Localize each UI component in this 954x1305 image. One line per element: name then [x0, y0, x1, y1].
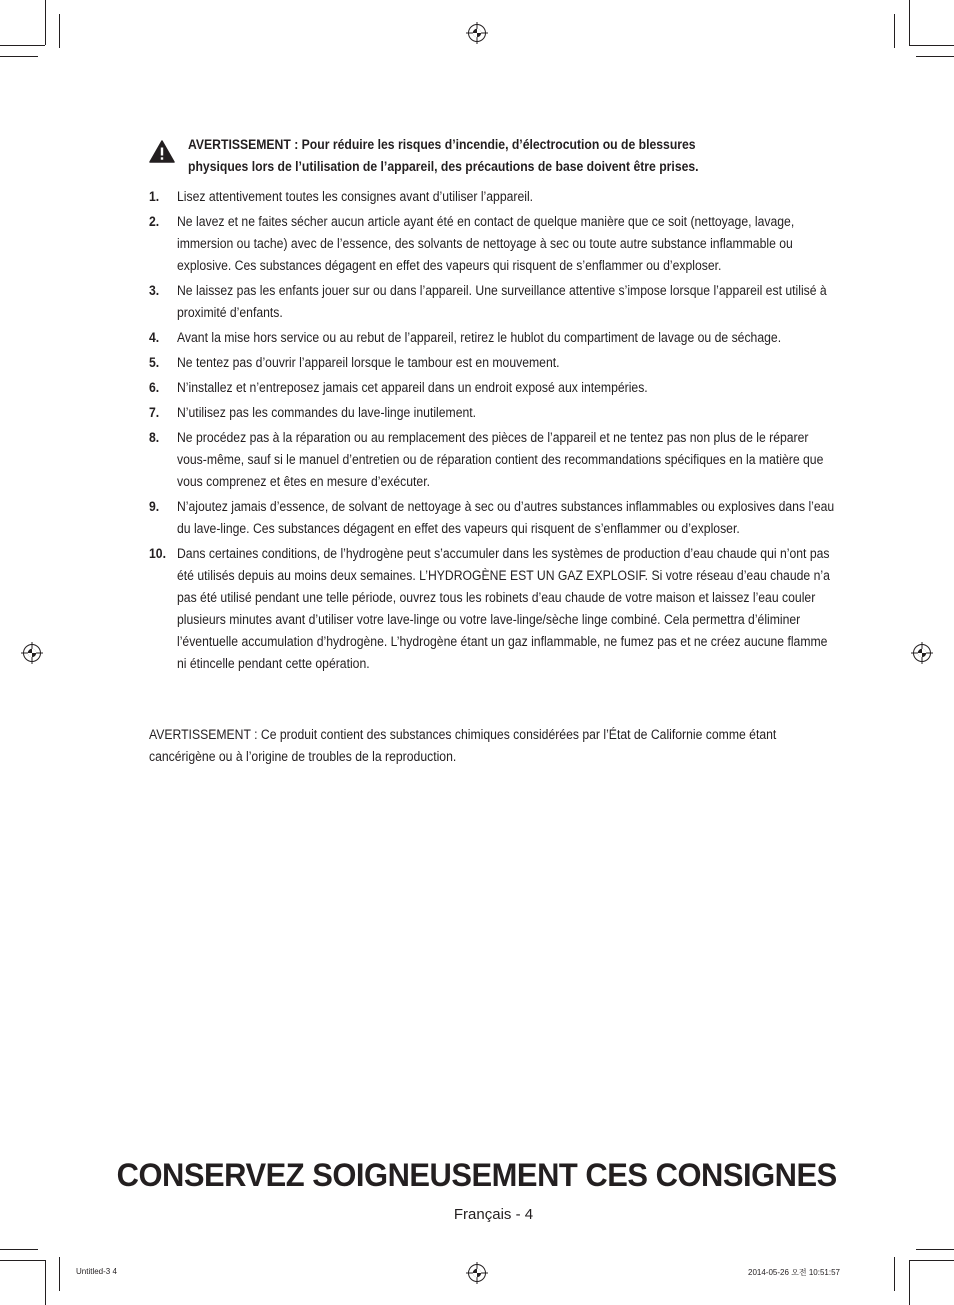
- print-file-name: Untitled-3 4: [76, 1267, 117, 1276]
- item-number: 9.: [149, 499, 160, 515]
- list-item: [149, 402, 949, 424]
- list-item: [149, 543, 949, 675]
- item-number: 7.: [149, 405, 160, 421]
- item-number: 10.: [149, 546, 166, 562]
- item-text: Ne laissez pas les enfants jouer sur ou dans l’appareil. Une surveillance attentive s’impose lorsque l’appareil est utilisé à proximité d’enfants.: [177, 283, 827, 321]
- item-text: Ne lavez et ne faites sécher aucun article ayant été en contact de quelque manière que ce soit (nettoyage, lavage, immersion ou tache) avec de l’essence, des solvants de nettoyage à sec ou toute autre substance inflammable ou explosive. Ces substances dégagent en effet des vapeurs qui risquent de s’enflammer ou d’exploser.: [177, 214, 795, 274]
- item-text: N’utilisez pas les commandes du lave-linge inutilement.: [177, 405, 477, 421]
- item-number: 1.: [149, 189, 160, 205]
- page-title: CONSERVEZ SOIGNEUSEMENT CES CONSIGNES: [116, 1157, 837, 1193]
- warning-text: AVERTISSEMENT : Pour réduire les risques d’incendie, d’électrocution ou de blessures physiques lors de l’utilisation de l’appareil, des précautions de base doivent être prises.: [188, 137, 699, 175]
- list-item: [149, 186, 949, 208]
- notice-text: : Ce produit contient des substances chimiques considérées par l’État de Californie comme étant cancérigène ou à l’origine de troubles de la reproduction.: [149, 727, 777, 765]
- item-number: 4.: [149, 330, 160, 346]
- list-item: [149, 377, 949, 399]
- list-item: [149, 352, 949, 374]
- registration-mark-icon: [21, 642, 43, 664]
- notice-label: AVERTISSEMENT: [149, 727, 251, 743]
- safety-instructions-list: [149, 186, 949, 678]
- item-text: Ne procédez pas à la réparation ou au remplacement des pièces de l’appareil et ne tentez pas non plus de le réparer vous-même, sauf si le manuel d’entretien ou de réparation contient des recommandations spécifiques en la matière que vous comprenez et êtes en mesure d’exécuter.: [177, 430, 824, 490]
- california-notice: [149, 724, 837, 768]
- item-number: 3.: [149, 283, 160, 299]
- item-number: 6.: [149, 380, 160, 396]
- registration-mark-icon: [466, 22, 488, 44]
- list-item: [149, 427, 949, 493]
- item-text: Lisez attentivement toutes les consignes avant d’utiliser l’appareil.: [177, 189, 534, 205]
- page-number: Français - 4: [453, 1206, 534, 1223]
- item-text: N’installez et n’entreposez jamais cet appareil dans un endroit exposé aux intempéries.: [177, 380, 648, 396]
- item-number: 8.: [149, 430, 160, 446]
- item-text: Ne tentez pas d’ouvrir l’appareil lorsque le tambour est en mouvement.: [177, 355, 560, 371]
- list-item: [149, 496, 949, 540]
- list-item: [149, 211, 949, 277]
- print-timestamp: 2014-05-26 오전 10:51:57: [748, 1268, 840, 1277]
- item-text: Dans certaines conditions, de l’hydrogène peut s’accumuler dans les systèmes de production d’eau chaude qui n’ont pas été utilisés depuis au moins deux semaines. L’HYDROGÈNE EST UN GAZ EXPLOSIF. Si votre réseau d’eau chaude n’a pas été utilisé pendant une telle période, ouvrez tous les robinets d’eau chaude de votre maison et laissez l’eau couler plusieurs minutes avant d’utiliser votre lave-linge ou votre lave-linge/sèche linge combiné. Cela permettra d’éliminer l’éventuelle accumulation d’hydrogène. L’hydrogène étant un gaz inflammable, ne fumez pas et ne créez aucune flamme ni étincelle pendant cette opération.: [177, 546, 830, 672]
- item-number: 5.: [149, 355, 160, 371]
- list-item: [149, 327, 949, 349]
- registration-mark-icon: [466, 1262, 488, 1284]
- item-text: Avant la mise hors service ou au rebut de l’appareil, retirez le hublot du compartiment de lavage ou de séchage.: [177, 330, 782, 346]
- list-item: [149, 280, 949, 324]
- item-text: N’ajoutez jamais d’essence, de solvant de nettoyage à sec ou d’autres substances inflammables ou explosives dans l’eau du lave-linge. Ces substances dégagent en effet des vapeurs qui risquent de s’enflammer ou d’exploser.: [177, 499, 835, 537]
- item-number: 2.: [149, 214, 160, 230]
- warning-triangle-icon: [149, 140, 175, 163]
